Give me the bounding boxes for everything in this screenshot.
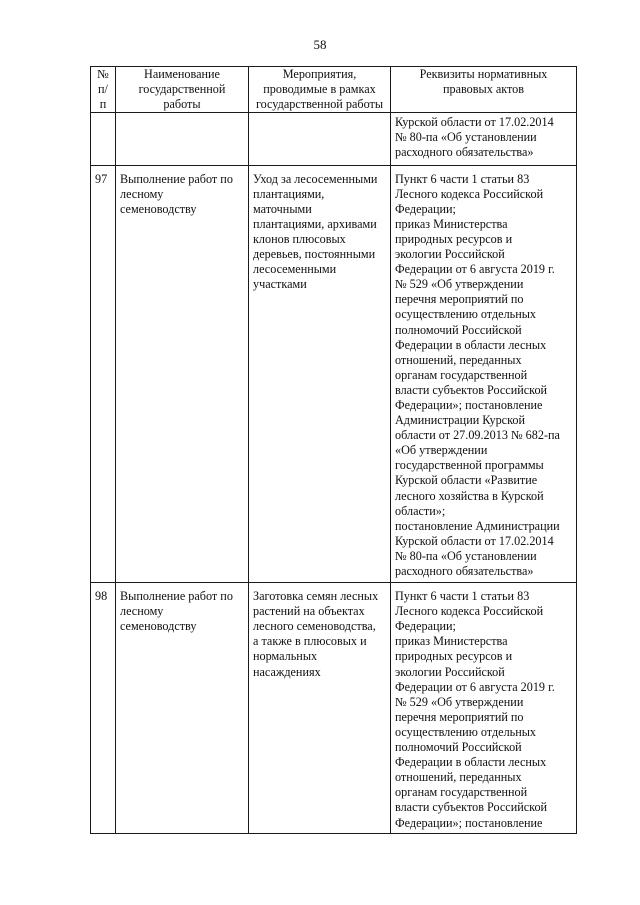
table-row (91, 583, 577, 834)
header-work-name: Наименование государственной работы (116, 67, 249, 113)
cell-number: 97 (91, 165, 116, 583)
table-row-continuation (91, 113, 577, 165)
table-row (91, 165, 577, 583)
cell-measures: Уход за лесосеменными плантациями, маточными плантациями, архивами клонов плюсовых деревьев, постоянными лесосеменными участками (249, 165, 391, 583)
cell-work-name: Выполнение работ по лесному семеноводству (116, 165, 249, 583)
cell-legal-acts: Пункт 6 части 1 статьи 83 Лесного кодекса Российской Федерации; приказ Министерства природных ресурсов и экологии Российской Федерации от 6 августа 2019 г. № 529 «Об утверждении перечня мероприятий по осуществлению отдельных полномочий Российской Федерации в области лесных отношений, переданных органам государственной власти субъектов Российской Федерации»; постановление Администрации Курской области от 27.09.2013 № 682-па «Об утверждении государственной программы Курской области «Развитие лесного хозяйства в Курской области»; постановление Администрации Курской области от 17.02.2014 № 80-па «Об установлении расходного обязательства» (391, 165, 577, 583)
table-header-row (91, 67, 577, 113)
cell-legal-acts: Курской области от 17.02.2014 № 80-па «Об установлении расходного обязательства» (391, 113, 577, 165)
cell-measures (249, 113, 391, 165)
cell-work-name: Выполнение работ по лесному семеноводству (116, 583, 249, 834)
header-legal-acts: Реквизиты нормативных правовых актов (391, 67, 577, 113)
header-measures: Мероприятия, проводимые в рамках государственной работы (249, 67, 391, 113)
cell-legal-acts: Пункт 6 части 1 статьи 83 Лесного кодекса Российской Федерации; приказ Министерства природных ресурсов и экологии Российской Федерации от 6 августа 2019 г. № 529 «Об утверждении перечня мероприятий по осуществлению отдельных полномочий Российской Федерации в области лесных отношений, переданных органам государственной власти субъектов Российской Федерации»; постановление (391, 583, 577, 834)
cell-number (91, 113, 116, 165)
cell-work-name (116, 113, 249, 165)
header-number: № п/п (91, 67, 116, 113)
cell-number: 98 (91, 583, 116, 834)
acts-table (90, 66, 577, 834)
page-number: 58 (313, 37, 327, 52)
cell-measures: Заготовка семян лесных растений на объектах лесного семеноводства, а также в плюсовых и нормальных насаждениях (249, 583, 391, 834)
